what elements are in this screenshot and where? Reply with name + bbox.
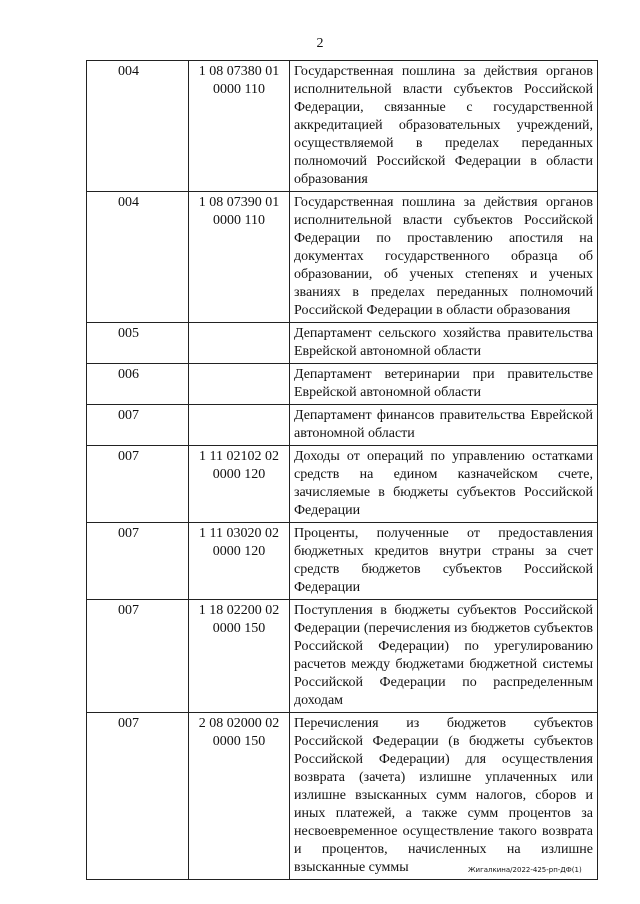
table-row xyxy=(87,713,598,880)
revenue-name-cell: Государственная пошлина за действия органов исполнительной власти субъектов Российской Федерации, связанные с государственной аккредитацией образовательных учреждений, осуществляемой в пределах переданных полномочий Российской Федерации в области образования xyxy=(290,61,598,192)
admin-code-cell: 007 xyxy=(87,446,189,523)
table-row xyxy=(87,523,598,600)
table-row xyxy=(87,446,598,523)
budget-code-cell xyxy=(189,405,290,446)
admin-code-cell: 007 xyxy=(87,713,189,880)
table-row xyxy=(87,192,598,323)
admin-code-cell: 004 xyxy=(87,192,189,323)
budget-code-cell: 2 08 02000 02 0000 150 xyxy=(189,713,290,880)
revenue-name-cell: Доходы от операций по управлению остатками средств на едином казначейском счете, зачисляемые в бюджеты субъектов Российской Федерации xyxy=(290,446,598,523)
admin-code-cell: 006 xyxy=(87,364,189,405)
budget-code-cell: 1 18 02200 02 0000 150 xyxy=(189,600,290,713)
revenue-name-cell: Департамент финансов правительства Еврейской автономной области xyxy=(290,405,598,446)
budget-code-cell: 1 11 02102 02 0000 120 xyxy=(189,446,290,523)
admin-code-cell: 005 xyxy=(87,323,189,364)
revenue-name-cell: Поступления в бюджеты субъектов Российской Федерации (перечисления из бюджетов субъектов Российской Федерации) по урегулированию расчетов между бюджетами бюджетной системы Российской Федерации по распределенным доходам xyxy=(290,600,598,713)
revenue-name-cell: Проценты, полученные от предоставления бюджетных кредитов внутри страны за счет средств бюджетов субъектов Российской Федерации xyxy=(290,523,598,600)
budget-code-cell xyxy=(189,364,290,405)
table-row xyxy=(87,405,598,446)
table-row xyxy=(87,61,598,192)
budget-code-cell: 1 11 03020 02 0000 120 xyxy=(189,523,290,600)
budget-code-cell: 1 08 07380 01 0000 110 xyxy=(189,61,290,192)
document-reference-footer: Жигалкина/2022-425-рп-ДФ(1) xyxy=(468,866,582,874)
admin-code-cell: 007 xyxy=(87,523,189,600)
revenue-name-cell: Перечисления из бюджетов субъектов Российской Федерации (в бюджеты субъектов Российской Федерации) для осуществления возврата (зачета) излишне уплаченных или излишне взысканных сумм налогов, сборов и иных платежей, а также сумм процентов за несвоевременное осуществление такого возврата и процентов, начисленных на излишне взысканные суммы xyxy=(290,713,598,880)
revenue-codes-table xyxy=(86,60,598,880)
table-row xyxy=(87,364,598,405)
admin-code-cell: 007 xyxy=(87,405,189,446)
admin-code-cell: 007 xyxy=(87,600,189,713)
revenue-name-cell: Государственная пошлина за действия органов исполнительной власти субъектов Российской Федерации по проставлению апостиля на документах государственного образца об образовании, об ученых степенях и ученых званиях в пределах переданных полномочий Российской Федерации в области образования xyxy=(290,192,598,323)
revenue-name-cell: Департамент ветеринарии при правительстве Еврейской автономной области xyxy=(290,364,598,405)
revenue-name-cell: Департамент сельского хозяйства правительства Еврейской автономной области xyxy=(290,323,598,364)
budget-code-cell xyxy=(189,323,290,364)
table-row xyxy=(87,600,598,713)
table-row xyxy=(87,323,598,364)
admin-code-cell: 004 xyxy=(87,61,189,192)
page-number: 2 xyxy=(316,36,324,51)
budget-code-cell: 1 08 07390 01 0000 110 xyxy=(189,192,290,323)
